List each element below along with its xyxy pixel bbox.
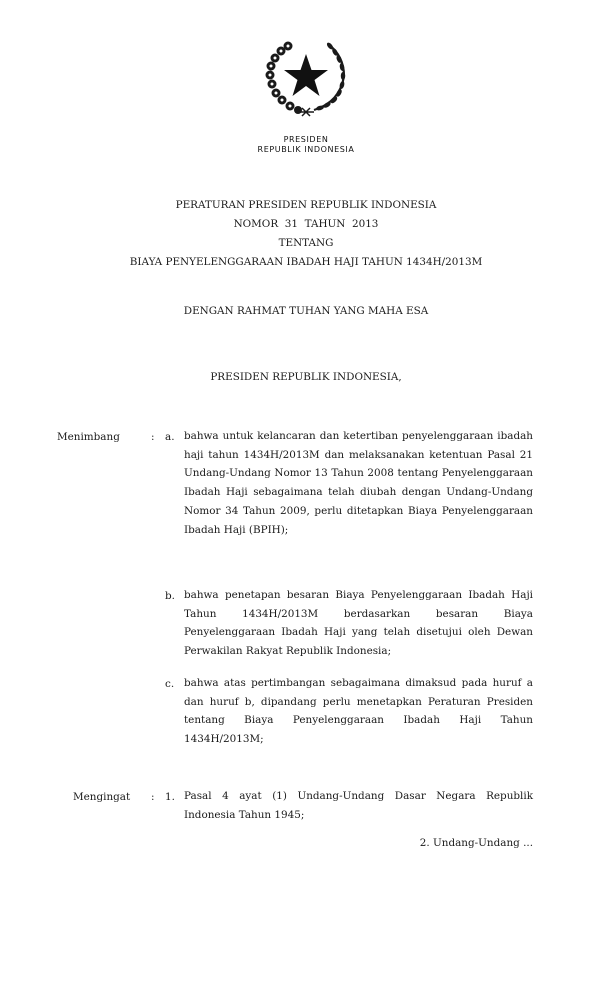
mengingat-label: Mengingat — [73, 791, 131, 803]
menimbang-item-b: bahwa penetapan besaran Biaya Penyelenggaraan Ibadah Haji Tahun 1434H/2013M berdasarkan besaran Biaya Penyelenggaraan Ibadah Haji yang telah disetujui oleh Dewan Perwakilan Rakyat Republik Indonesia; — [184, 589, 533, 658]
mengingat-item-1: Pasal 4 ayat (1) Undang-Undang Dasar Negara Republik Indonesia Tahun 1945; — [184, 790, 533, 821]
menimbang-item-b-mark: b. — [165, 590, 175, 602]
authority: PRESIDEN REPUBLIK INDONESIA, — [210, 371, 402, 383]
menimbang-item-a-mark: a. — [165, 431, 175, 443]
continuation-note: 2. Undang-Undang ... — [419, 837, 533, 849]
menimbang-colon: : — [151, 431, 155, 443]
menimbang-item-a: bahwa untuk kelancaran dan ketertiban penyelenggaraan ibadah haji tahun 1434H/2013M dan melaksanakan ketentuan Pasal 21 Undang-Undang Nomor 13 Tahun 2008 tentang Penyelenggaraan Ibadah Haji sebagaimana telah diubah dengan Undang-Undang Nomor 34 Tahun 2009, perlu ditetapkan Biaya Penyelenggaraan Ibadah Haji (BPIH); — [184, 430, 533, 536]
regulation-title: PERATURAN PRESIDEN REPUBLIK INDONESIA — [175, 199, 437, 211]
presidential-seal-icon — [258, 36, 354, 120]
regulation-subject: BIAYA PENYELENGGARAAN IBADAH HAJI TAHUN 1434H/2013M — [129, 256, 483, 268]
menimbang-item-c-mark: c. — [165, 678, 175, 690]
menimbang-item-c: bahwa atas pertimbangan sebagaimana dimaksud pada huruf a dan huruf b, dipandang perlu menetapkan Peraturan Presiden tentang Biaya Penyelenggaraan Ibadah Haji Tahun 1434H/2013M; — [184, 677, 533, 746]
regulation-number: NOMOR 31 TAHUN 2013 — [233, 218, 379, 230]
invocation: DENGAN RAHMAT TUHAN YANG MAHA ESA — [183, 305, 429, 317]
emblem-title-republik: REPUBLIK INDONESIA — [257, 145, 355, 154]
menimbang-label: Menimbang — [57, 431, 120, 443]
regulation-tentang: TENTANG — [278, 237, 334, 249]
mengingat-colon: : — [151, 791, 155, 803]
mengingat-item-1-mark: 1. — [165, 791, 175, 803]
emblem-title-presiden: PRESIDEN — [283, 135, 329, 144]
